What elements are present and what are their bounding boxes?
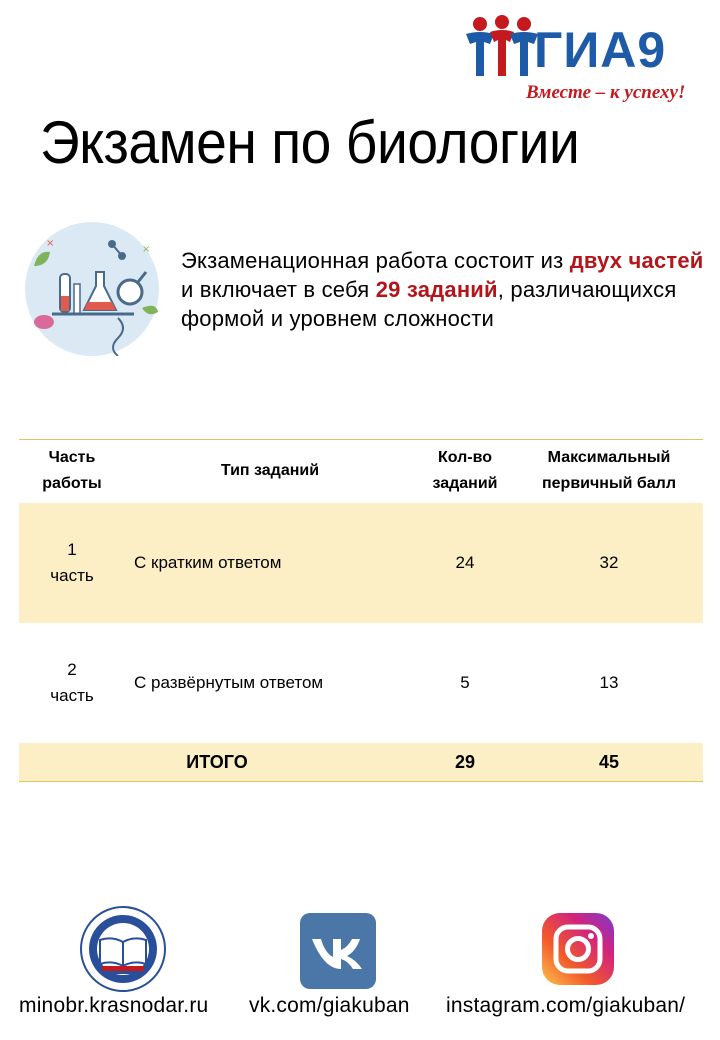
- intro-text-2: и включает в себя: [181, 277, 376, 302]
- gia9-logo: [462, 14, 706, 110]
- table-row: [19, 623, 703, 743]
- total-max-score: 45: [598, 752, 620, 772]
- intro-text-3: , различающихся формой и уровнем сложности: [181, 277, 677, 331]
- svg-text:×: ×: [142, 244, 151, 255]
- link-instagram[interactable]: instagram.com/giakuban/: [446, 994, 686, 1017]
- logo-tagline: Вместе – к успеху!: [526, 82, 686, 103]
- svg-text:×: ×: [46, 238, 55, 249]
- row-count: 5: [460, 673, 470, 692]
- exam-structure-table: [19, 439, 703, 782]
- row-type: С кратким ответом: [134, 553, 282, 572]
- intro-accent-tasks: 29 заданий: [375, 277, 498, 302]
- link-vk[interactable]: vk.com/giakuban: [249, 994, 410, 1017]
- header-part: Часть работы: [42, 449, 102, 492]
- intro-accent-parts: двух частей: [569, 248, 704, 273]
- row-max-score: 13: [599, 673, 619, 692]
- table-header-row: [19, 439, 703, 502]
- header-max-score: Максимальный первичный балл: [541, 449, 676, 492]
- vk-icon[interactable]: [300, 913, 376, 989]
- header-count: Кол-во заданий: [432, 449, 498, 492]
- row-count: 24: [455, 553, 475, 572]
- intro-paragraph: [181, 246, 711, 333]
- row-max-score: 32: [599, 553, 619, 572]
- table-row: [19, 503, 703, 623]
- instagram-icon[interactable]: [542, 913, 614, 985]
- row-part: 2 часть: [50, 660, 94, 705]
- lab-illustration-icon: [24, 222, 160, 356]
- total-count: 29: [454, 752, 476, 772]
- row-type: С развёрнутым ответом: [134, 673, 324, 692]
- link-minobr[interactable]: minobr.krasnodar.ru: [19, 994, 209, 1017]
- intro-text-1: Экзаменационная работа состоит из: [181, 248, 570, 273]
- row-part: 1 часть: [50, 540, 94, 585]
- table-total-row: [19, 743, 703, 782]
- page-title: Экзамен по биологии: [40, 109, 580, 176]
- ministry-emblem-icon[interactable]: [80, 906, 166, 992]
- header-type: Тип заданий: [220, 462, 320, 479]
- logo-text: ГИА9: [534, 22, 667, 78]
- total-label: ИТОГО: [186, 752, 248, 772]
- gia9-figures-icon: [462, 14, 542, 80]
